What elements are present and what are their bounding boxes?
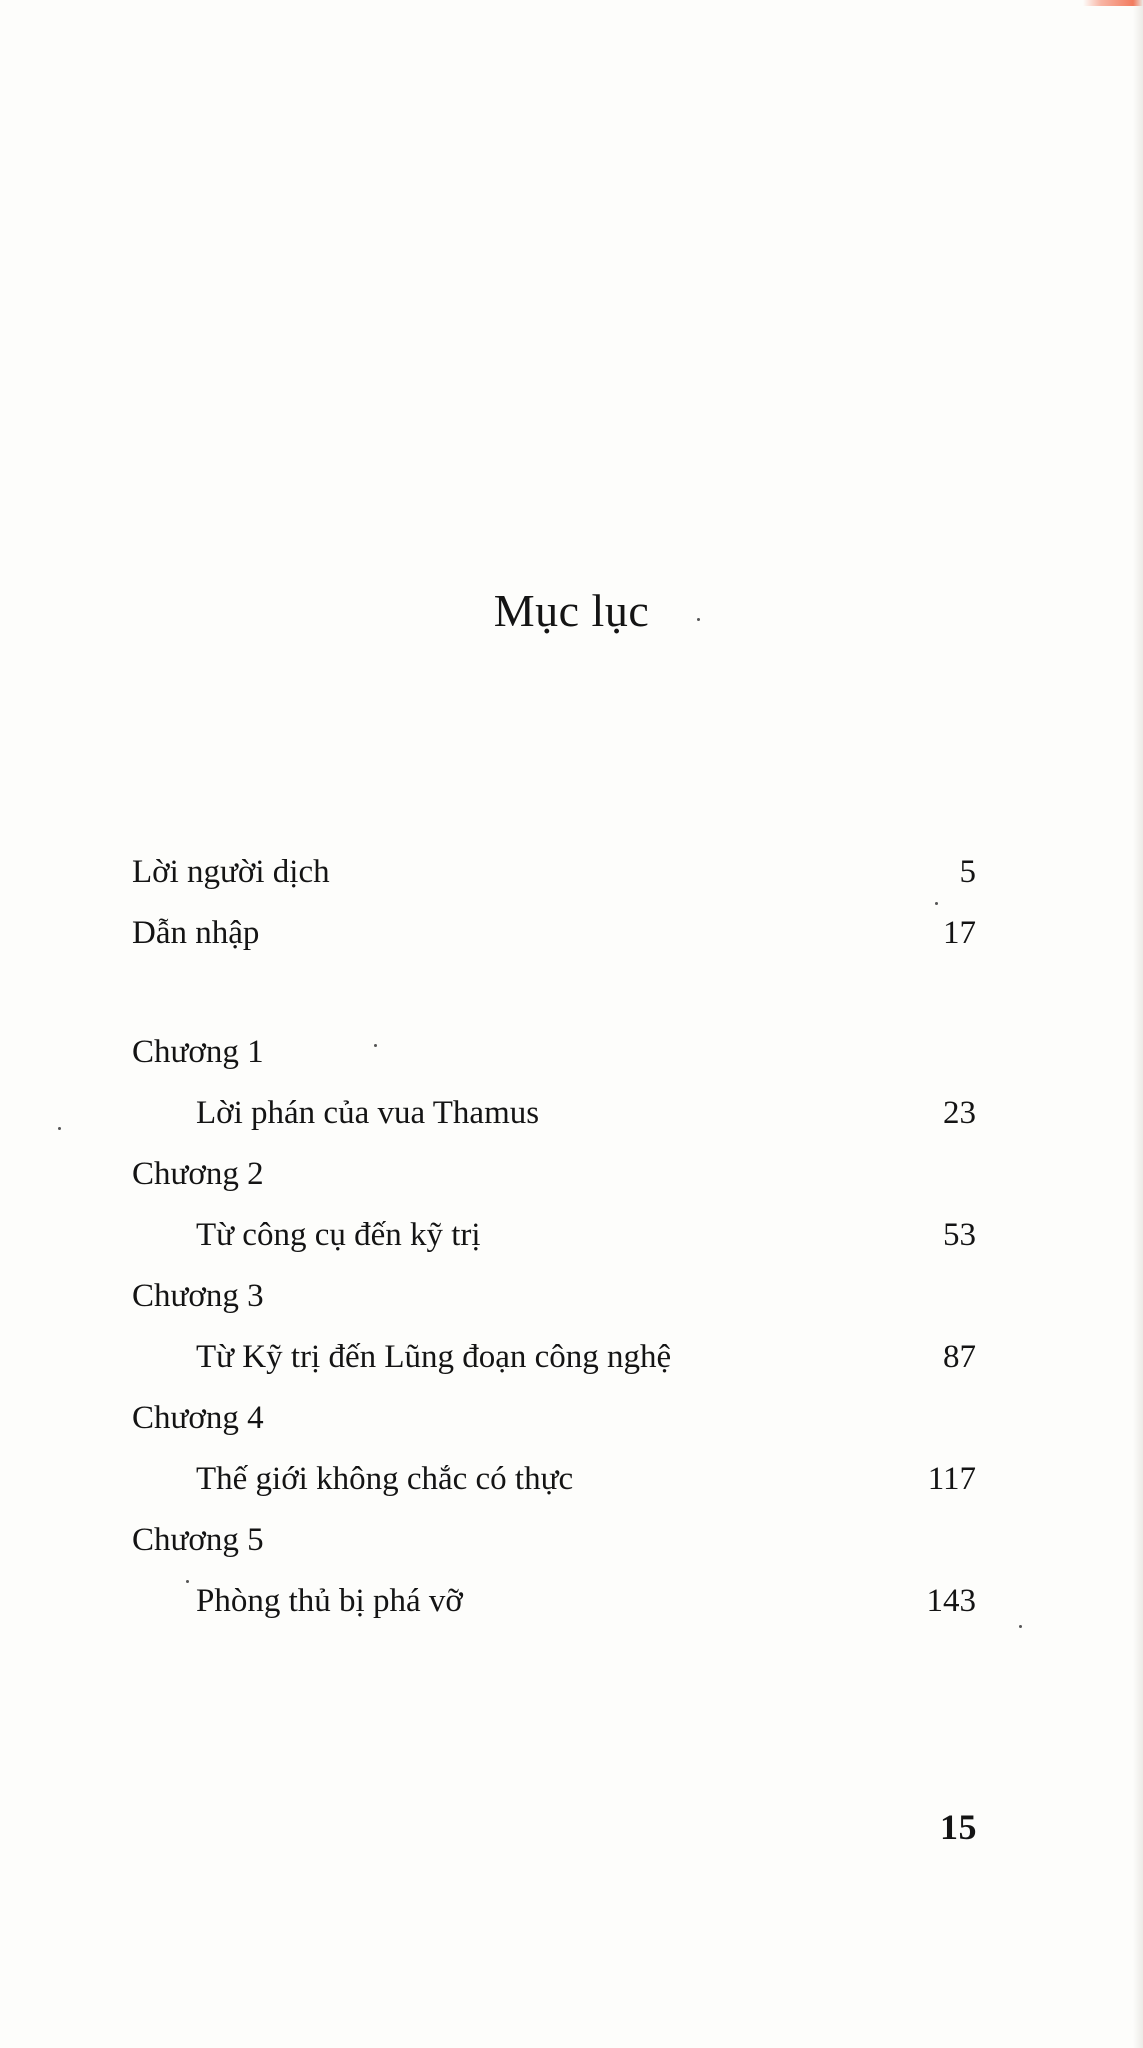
toc-entry-page: 143 <box>926 1583 976 1619</box>
chapter-heading-label: Chương 2 <box>132 1156 264 1192</box>
toc-entry-label: Từ công cụ đến kỹ trị <box>196 1217 481 1253</box>
toc-entry-chapter-3[interactable] <box>132 1327 976 1388</box>
scan-speck <box>1019 1625 1022 1628</box>
toc-entry-chapter-2[interactable] <box>132 1205 976 1266</box>
toc-entry-page: 53 <box>943 1217 976 1253</box>
toc-entry-chapter-5[interactable] <box>132 1571 976 1632</box>
table-of-contents <box>132 842 976 1632</box>
toc-entry-label: Từ Kỹ trị đến Lũng đoạn công nghệ <box>196 1339 672 1375</box>
toc-chapter-heading <box>132 1266 976 1327</box>
toc-entry-label: Lời người dịch <box>132 854 330 890</box>
toc-chapter-heading <box>132 1144 976 1205</box>
toc-entry-page: 17 <box>943 915 976 951</box>
scan-speck <box>374 1044 377 1047</box>
toc-entry-chapter-1[interactable] <box>132 1083 976 1144</box>
toc-entry-translator-preface[interactable] <box>132 842 976 903</box>
toc-chapter-heading <box>132 1022 976 1083</box>
chapter-heading-label: Chương 1 <box>132 1034 264 1070</box>
toc-entry-label: Phòng thủ bị phá vỡ <box>196 1583 463 1619</box>
toc-entry-label: Dẫn nhập <box>132 915 260 951</box>
toc-entry-page: 23 <box>943 1095 976 1131</box>
scan-speck <box>186 1580 189 1583</box>
scan-speck <box>697 618 700 621</box>
chapter-heading-label: Chương 3 <box>132 1278 264 1314</box>
page-number: 15 <box>940 1807 977 1847</box>
toc-entry-page: 5 <box>959 854 976 890</box>
toc-entry-label: Thế giới không chắc có thực <box>196 1461 574 1497</box>
toc-spacer <box>132 964 976 1022</box>
page-edge-shadow <box>1133 0 1143 2048</box>
scan-speck <box>935 902 938 905</box>
chapter-heading-label: Chương 4 <box>132 1400 264 1436</box>
toc-chapter-heading <box>132 1510 976 1571</box>
toc-entry-label: Lời phán của vua Thamus <box>196 1095 540 1131</box>
page-title: Mục lục <box>493 585 650 636</box>
toc-chapter-heading <box>132 1388 976 1449</box>
toc-entry-chapter-4[interactable] <box>132 1449 976 1510</box>
toc-entry-introduction[interactable] <box>132 903 976 964</box>
toc-entry-page: 87 <box>943 1339 976 1375</box>
toc-entry-page: 117 <box>927 1461 976 1497</box>
scan-speck <box>58 1127 61 1130</box>
chapter-heading-label: Chương 5 <box>132 1522 264 1558</box>
